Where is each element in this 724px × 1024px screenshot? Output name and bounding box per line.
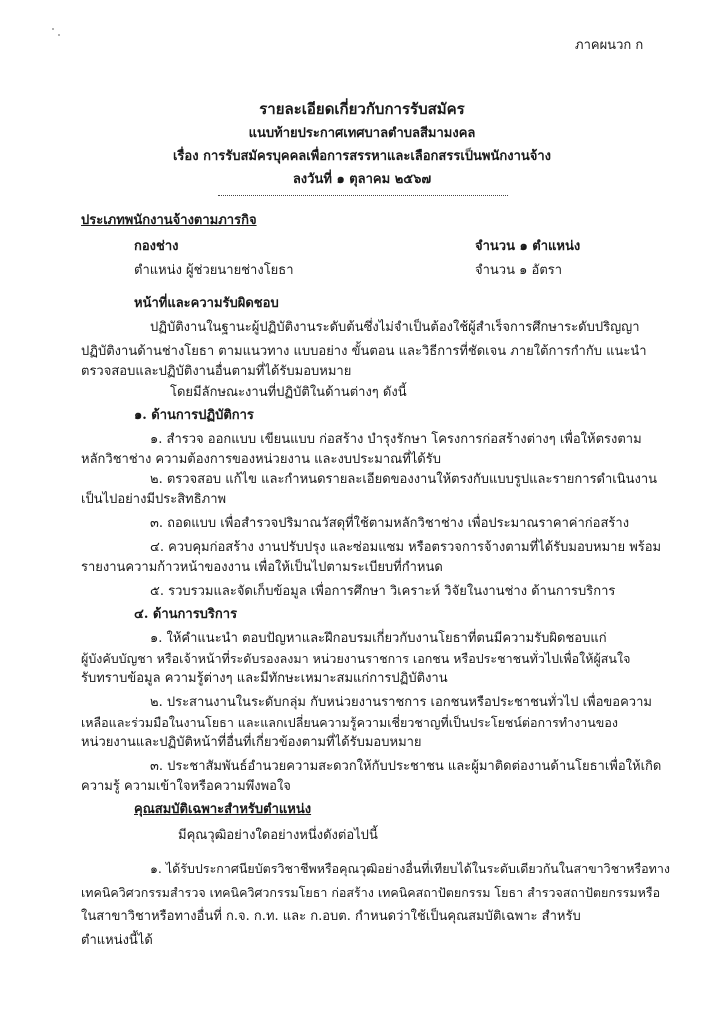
division-count: จำนวน ๑ ตำแหน่ง xyxy=(475,239,581,254)
services-item: ๒. ประสานงานในระดับกลุ่ม กับหน่วยงานราชการ เอกชนหรือประชาชนทั่วไป เพื่อขอความ xyxy=(150,695,652,710)
operations-item: รายงานความก้าวหน้าของงาน เพื่อให้เป็นไปตามระเบียบที่กำหนด xyxy=(81,560,443,575)
services-item: รับทราบข้อมูล ความรู้ต่างๆ และมีทักษะเหมาะสมแก่การปฏิบัติงาน xyxy=(81,671,448,686)
qualifications-item: ตำแหน่งนี้ได้ xyxy=(81,933,153,948)
operations-item: ๒. ตรวจสอบ แก้ไข และกำหนดรายละเอียดของงานให้ตรงกับแบบรูปและรายการดำเนินงาน xyxy=(150,472,658,487)
duties-paragraph-line: ตรวจสอบและปฏิบัติงานอื่นตามที่ได้รับมอบหมาย xyxy=(81,364,352,379)
operations-item: ๓. ถอดแบบ เพื่อสำรวจปริมาณวัสดุที่ใช้ตามหลักวิชาช่าง เพื่อประมาณราคาค่าก่อสร้าง xyxy=(150,516,630,531)
duties-paragraph-line: ปฏิบัติงานด้านช่างโยธา ตามแนวทาง แบบอย่าง ขั้นตอน และวิธีการที่ชัดเจน ภายใต้การกำกับ แนะนำ xyxy=(81,344,647,359)
operations-item: เป็นไปอย่างมีประสิทธิภาพ xyxy=(81,492,227,507)
document-date: ลงวันที่ ๑ ตุลาคม ๒๕๖๗ xyxy=(292,172,432,187)
services-item: ๓. ประชาสัมพันธ์อำนวยความสะดวกให้กับประชาชน และผู้มาติดต่องานด้านโยธาเพื่อให้เกิด xyxy=(150,759,662,774)
services-item: หน่วยงานและปฏิบัติหน้าที่อื่นที่เกี่ยวข้องตามที่ได้รับมอบหมาย xyxy=(81,735,422,750)
division-label: กองช่าง xyxy=(134,239,179,254)
position-count: จำนวน ๑ อัตรา xyxy=(475,263,563,278)
document-title: รายละเอียดเกี่ยวกับการรับสมัคร xyxy=(259,100,465,118)
duties-paragraph-line: ปฏิบัติงานในฐานะผู้ปฏิบัติงานระดับต้นซึ่งไม่จำเป็นต้องใช้ผู้สำเร็จการศึกษาระดับปริญญา xyxy=(150,320,640,335)
qualifications-item: เทคนิควิศวกรรมสำรวจ เทคนิควิศวกรรมโยธา ก่อสร้าง เทคนิคสถาปัตยกรรม โยธา สำรวจสถาปัตยกรรมหรือ xyxy=(81,885,661,900)
scan-speck xyxy=(58,34,60,36)
operations-item: ๕. รวบรวมและจัดเก็บข้อมูล เพื่อการศึกษา วิเคราะห์ วิจัยในงานช่าง ด้านการบริการ xyxy=(150,584,616,599)
duties-heading: หน้าที่และความรับผิดชอบ xyxy=(134,296,279,311)
qualifications-item: ในสาขาวิชาหรือทางอื่นที่ ก.จ. ก.ท. และ ก.อบต. กำหนดว่าใช้เป็นคุณสมบัติเฉพาะ สำหรับ xyxy=(81,909,581,924)
document-subtitle: แนบท้ายประกาศเทศบาลตำบลสีมามงคล xyxy=(248,126,476,141)
dotted-divider xyxy=(218,195,508,196)
section-operations-heading: ๑. ด้านการปฏิบัติการ xyxy=(134,408,254,423)
services-item: ผู้บังคับบัญชา หรือเจ้าหน้าที่ระดับรองลงมา หน่วยงานราชการ เอกชน หรือประชาชนทั่วไปเพื่อให้ผู้สนใจ xyxy=(81,651,631,666)
qualifications-intro: มีคุณวุฒิอย่างใดอย่างหนึ่งดังต่อไปนี้ xyxy=(178,828,378,843)
operations-item: ๑. สำรวจ ออกแบบ เขียนแบบ ก่อสร้าง บำรุงรักษา โครงการก่อสร้างต่างๆ เพื่อให้ตรงตาม xyxy=(150,432,642,447)
scan-speck xyxy=(52,28,54,30)
operations-item: หลักวิชาช่าง ความต้องการของหน่วยงาน และงบประมาณที่ได้รับ xyxy=(81,452,441,467)
employee-category: ประเภทพนักงานจ้างตามภารกิจ xyxy=(81,213,257,228)
section-services-heading: ๔. ด้านการบริการ xyxy=(134,607,238,622)
services-item: เหลือและร่วมมือในงานโยธา และแลกเปลี่ยนความรู้ความเชี่ยวชาญที่เป็นประโยชน์ต่อการทำงานของ xyxy=(81,715,618,730)
services-item: ความรู้ ความเข้าใจหรือความพึงพอใจ xyxy=(81,779,291,794)
services-item: ๑. ให้คำแนะนำ ตอบปัญหาและฝึกอบรมเกี่ยวกับงานโยธาที่ตนมีความรับผิดชอบแก่ xyxy=(150,631,607,646)
operations-item: ๔. ควบคุมก่อสร้าง งานปรับปรุง และซ่อมแซม หรือตรวจการจ้างตามที่ได้รับมอบหมาย พร้อม xyxy=(150,540,662,555)
duties-paragraph-line: โดยมีลักษณะงานที่ปฏิบัติในด้านต่างๆ ดังนี้ xyxy=(170,385,407,400)
qualifications-item: ๑. ได้รับประกาศนียบัตรวิชาชีพหรือคุณวุฒิอย่างอื่นที่เทียบได้ในระดับเดียวกันในสาขาวิชาหรือทาง xyxy=(150,861,671,876)
position-label: ตำแหน่ง ผู้ช่วยนายช่างโยธา xyxy=(134,263,294,278)
annex-label: ภาคผนวก ก xyxy=(575,38,644,53)
document-subject: เรื่อง การรับสมัครบุคคลเพื่อการสรรหาและเลือกสรรเป็นพนักงานจ้าง xyxy=(172,149,552,164)
qualifications-heading: คุณสมบัติเฉพาะสำหรับตำแหน่ง xyxy=(134,802,312,817)
